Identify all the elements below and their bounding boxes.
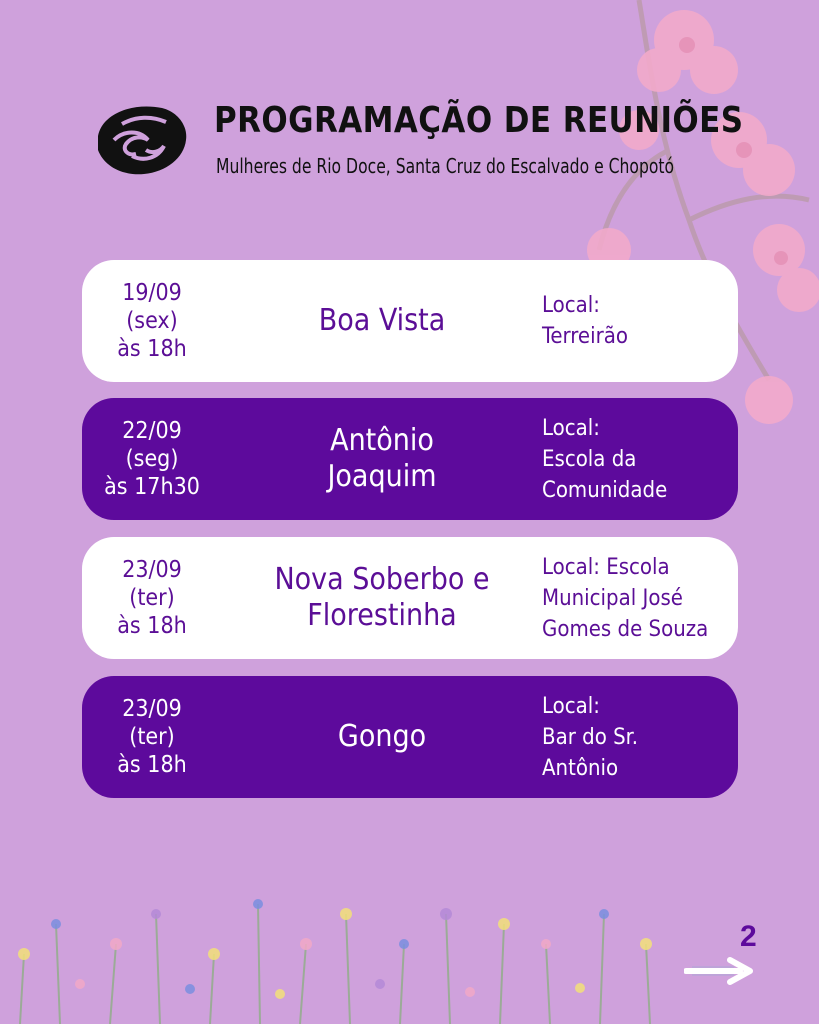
weekday-line: (ter) — [129, 724, 175, 750]
blossom-decoration — [489, 0, 819, 460]
meeting-card — [82, 537, 738, 659]
date-line: 23/09 — [122, 696, 182, 722]
meeting-card — [82, 398, 738, 520]
weekday-line: (ter) — [129, 585, 175, 611]
location-line: Comunidade — [542, 477, 668, 503]
meeting-date — [92, 260, 212, 382]
page-title: PROGRAMAÇÃO DE REUNIÕES — [214, 100, 744, 141]
time-line: às 18h — [117, 336, 187, 362]
location-line: Municipal José — [542, 585, 683, 611]
community-line: Joaquim — [327, 459, 437, 494]
meeting-location — [542, 676, 732, 798]
location-line: Bar do Sr. — [542, 724, 639, 750]
meeting-date — [92, 398, 212, 520]
page-subtitle: Mulheres de Rio Doce, Santa Cruz do Escalvado e Chopotó — [216, 154, 675, 178]
location-line: Terreirão — [542, 324, 628, 349]
community-line: Nova Soberbo e — [274, 562, 490, 597]
location-line: Antônio — [542, 755, 619, 781]
community-line: Antônio — [330, 423, 434, 458]
time-line: às 18h — [117, 752, 187, 778]
location-line: Local: — [542, 293, 600, 318]
meeting-community — [232, 537, 532, 659]
community-line: Gongo — [337, 719, 427, 754]
community-line: Florestinha — [307, 598, 457, 633]
location-line: Local: — [542, 693, 600, 719]
time-line: às 18h — [117, 613, 187, 639]
meeting-card — [82, 676, 738, 798]
meeting-location — [542, 260, 732, 382]
meeting-date — [92, 537, 212, 659]
location-line: Escola da — [542, 446, 637, 472]
time-line: às 17h30 — [104, 474, 200, 500]
weekday-line: (sex) — [126, 308, 178, 334]
meeting-community — [232, 676, 532, 798]
page-number: 2 — [740, 920, 757, 953]
meeting-card — [82, 260, 738, 382]
location-line: Local: — [542, 415, 600, 441]
date-line: 22/09 — [122, 418, 182, 444]
community-line: Boa Vista — [318, 303, 446, 338]
meeting-date — [92, 676, 212, 798]
arrow-right-icon[interactable] — [684, 956, 754, 986]
date-line: 19/09 — [122, 280, 182, 306]
wildflower-decoration — [0, 884, 700, 1024]
hands-flame-logo-icon — [92, 100, 190, 178]
meeting-community — [232, 398, 532, 520]
weekday-line: (seg) — [125, 446, 179, 472]
date-line: 23/09 — [122, 557, 182, 583]
meeting-location — [542, 537, 732, 659]
meeting-community — [232, 260, 532, 382]
location-line: Local: Escola — [542, 554, 670, 580]
meeting-location — [542, 398, 732, 520]
location-line: Gomes de Souza — [542, 616, 709, 642]
